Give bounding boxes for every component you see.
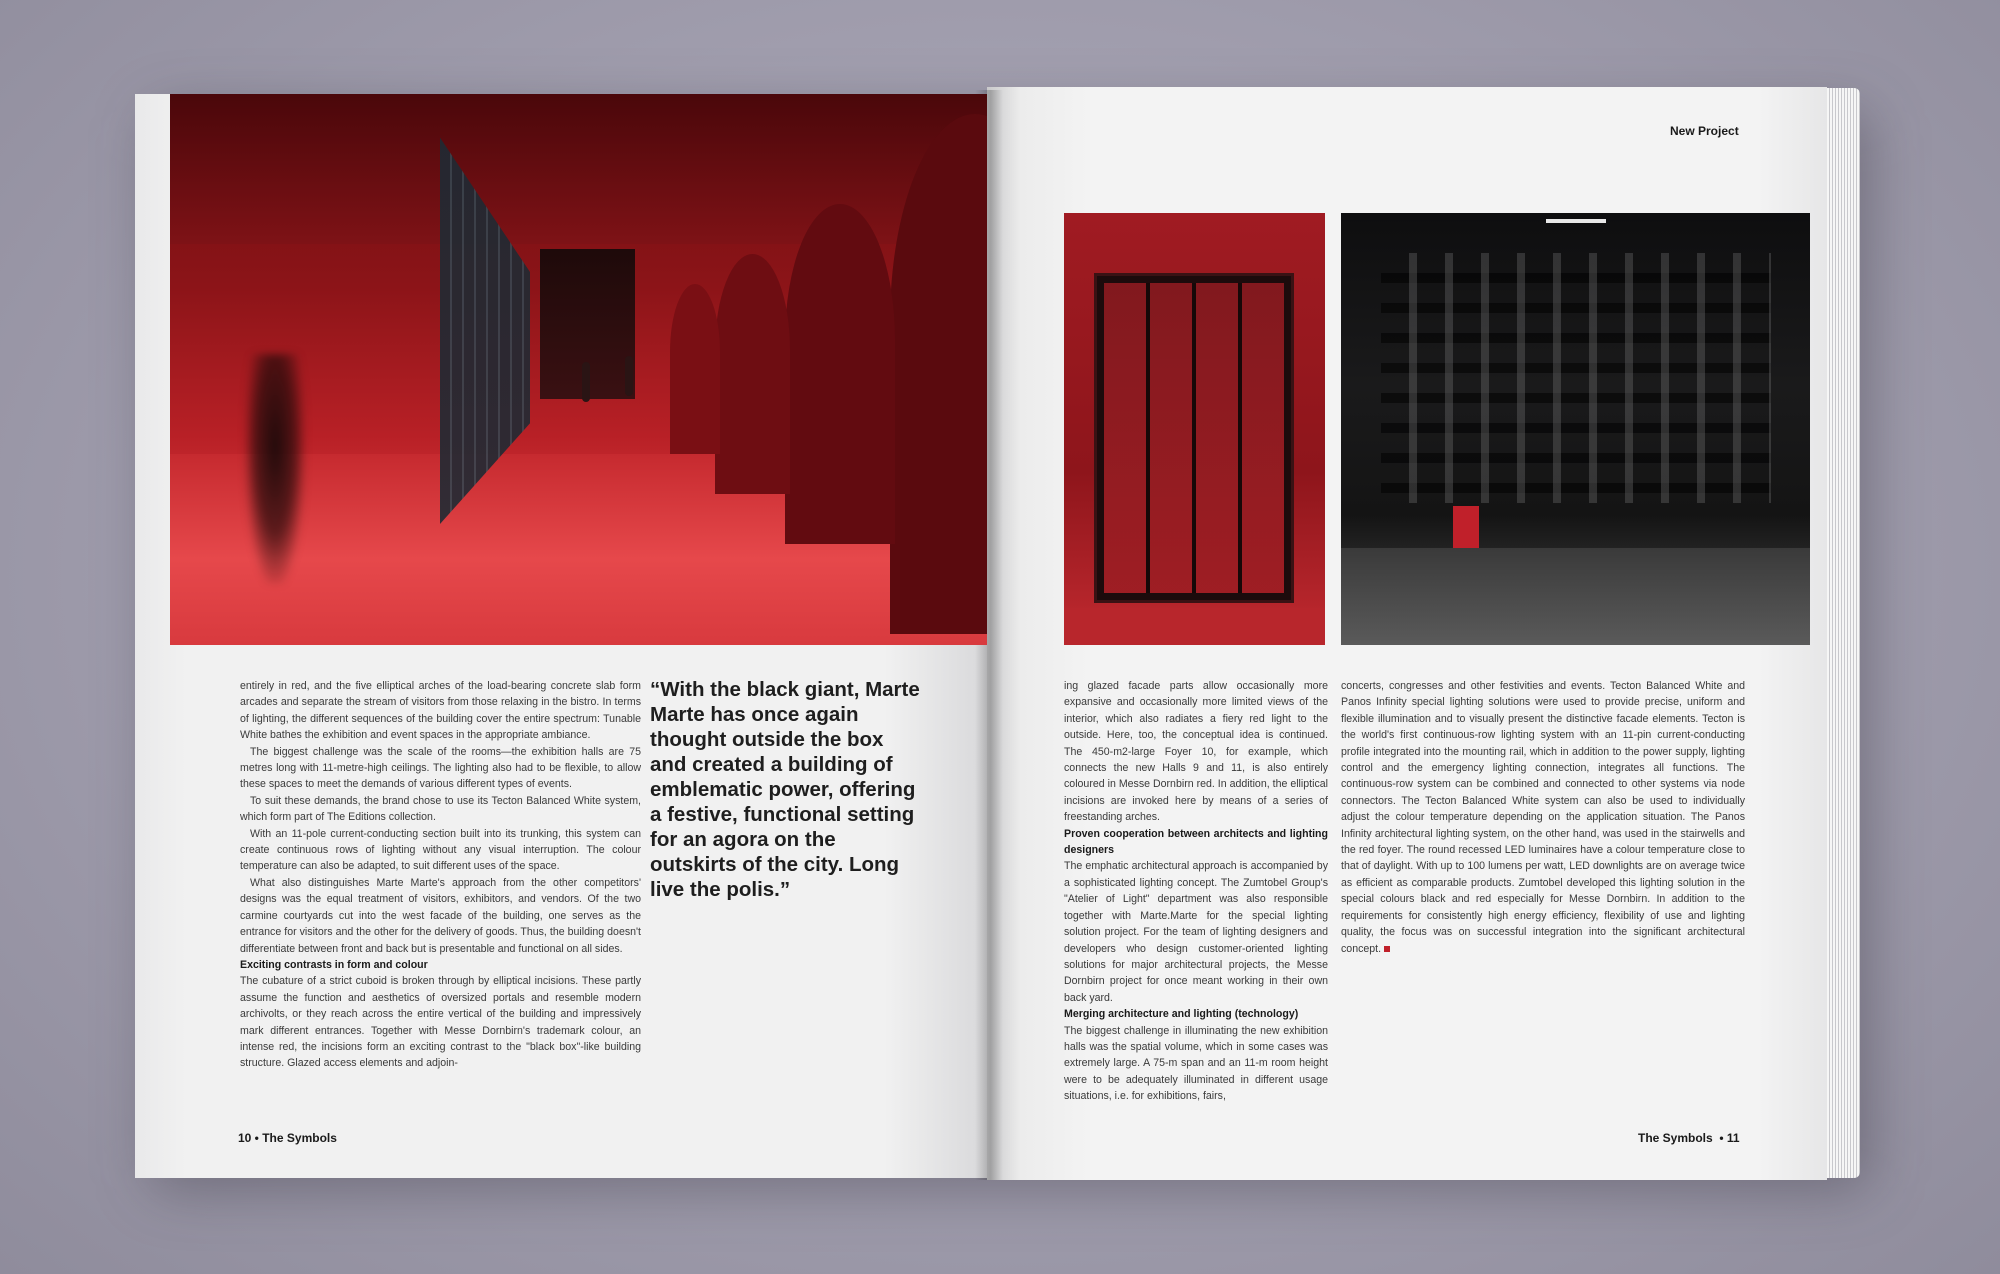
- body-paragraph: The biggest challenge was the scale of the rooms—the exhibition halls are 75 metres long with 11-metre-high ceilings. The lighting also had to be flexible, to allow these spaces to meet the demands of various different types of events.: [240, 745, 641, 791]
- right-body-column-2: [1341, 678, 1745, 957]
- photo-ceiling-light: [1546, 219, 1606, 223]
- body-paragraph: What also distinguishes Marte Marte's approach from the other competitors' designs was the equal treatment of visitors, exhibitors, and vendors. Of the two carmine courtyards cut into the west facade of the building, one serves as the entrance for visitors and the other for the delivery of goods. Thus, the building doesn't differentiate between front and back but is presentable and functional on all sides.: [240, 876, 641, 955]
- end-mark-icon: [1384, 946, 1390, 952]
- photo-red-door: [1453, 506, 1479, 548]
- right-body-column-1: [1064, 678, 1328, 1105]
- dark-hall-photo: [1341, 213, 1810, 645]
- photo-arch: [785, 204, 895, 544]
- pull-quote: “With the black giant, Marte Marte has once again thought outside the box and created a building of emblematic power, offering a festive, functional setting for an agora on the outskirts of the city. Long live the polis.”: [650, 678, 920, 901]
- body-paragraph: concerts, congresses and other festivities and events. Tecton Balanced White and Panos Infinity special lighting solutions were used to provide precise, uniform and flexible illumination and to visually present the distinctive facade elements. Tecton is the world's first continuous-row lighting system with an 11-pin current-conducting profile integrated into the mounting rail, which in addition to the power supply, lighting control and the emergency lighting connection, integrates all functions. The continuous-row system can be combined and connected to other systems via node connectors. The Tecton Balanced White system can also be used to individually adjust the colour temperature depending on the application situation. The Panos Infinity architectural lighting system, on the other hand, was used in the stairwells and the red foyer. The round recessed LED luminaires have a colour temperature close to that of daylight. With up to 100 lumens per watt, LED downlights are on average twice as efficient as comparable products. Zumtobel developed this lighting solution in the special colours black and red especially for Messe Dornbirn. In addition to the requirements for consistently high energy efficiency, flexibility of use and lighting quality, the focus was on successful integration into the significant architectural concept.: [1341, 680, 1745, 955]
- photo-floor: [1064, 608, 1325, 645]
- subheading: Exciting contrasts in form and colour: [240, 958, 428, 971]
- photo-arch: [670, 284, 720, 454]
- subheading: Merging architecture and lighting (technology): [1064, 1008, 1299, 1021]
- body-paragraph: To suit these demands, the brand chose to use its Tecton Balanced White system, which form part of The Editions collection.: [240, 794, 641, 824]
- subheading: Proven cooperation between architects and lighting designers: [1064, 827, 1328, 857]
- red-foyer-photo: [1064, 213, 1325, 645]
- photo-distant-person: [625, 356, 633, 396]
- left-body-column: [240, 678, 641, 1072]
- photo-arch: [715, 254, 790, 494]
- foyer-photo: [170, 94, 987, 645]
- photo-blurred-person: [245, 354, 305, 584]
- page-number-left: 10 • The Symbols: [238, 1131, 337, 1145]
- photo-glass-doors: [1104, 283, 1284, 593]
- body-paragraph: entirely in red, and the five elliptical arches of the load-bearing concrete slab form arcades and separate the stream of visitors from those relaxing in the bistro. In terms of lighting, the different sequences of the building cover the entire spectrum: Tunable White bathes the exhibition and event spaces in the appropriate ambiance.: [240, 680, 641, 742]
- body-paragraph: ing glazed facade parts allow occasionally more expansive and occasionally more limited views of the interior, which also radiates a fiery red light to the outside. Here, too, the conceptual idea is continued. The 450-m2-large Foyer 10, for example, which connects the new Halls 9 and 11, is also entirely coloured in Messe Dornbirn red. In addition, the elliptical incisions are invoked here by means of a series of freestanding arches.: [1064, 680, 1328, 824]
- body-paragraph: The biggest challenge in illuminating the new exhibition halls was the spatial volume, which in some cases was extremely large. A 75-m span and an 11-m room height were to be adequately illuminated in different usage situations, i.e. for exhibitions, fairs,: [1064, 1024, 1328, 1103]
- section-label: New Project: [1670, 124, 1739, 138]
- photo-floor: [1341, 548, 1810, 645]
- body-paragraph: The cubature of a strict cuboid is broken through by elliptical incisions. These partly assume the function and aesthetics of oversized portals and resemble modern archivolts, or they reach across the entire vertical of the building and impressively mark different entrances. Together with Messe Dornbirn's trademark colour, an intense red, the incisions form an exciting contrast to the "black box"-like building structure. Glazed access elements and adjoin-: [240, 975, 641, 1070]
- body-paragraph: The emphatic architectural approach is accompanied by a sophisticated lighting concept. The Zumtobel Group's "Atelier of Light" department was also responsible together with Marte.Marte for the special lighting solution project. For the team of lighting designers and developers who design customer-oriented lighting solutions for major architectural projects, the Messe Dornbirn project for once meant working in their own back yard.: [1064, 860, 1328, 1004]
- photo-distant-person: [582, 362, 590, 402]
- page-number-right: The Symbols • 11: [1638, 1131, 1740, 1145]
- body-paragraph: With an 11-pole current-conducting section built into its trunking, this system can create continuous rows of lighting without any visual interruption. The colour temperature can also be adapted, to suit different uses of the space.: [240, 827, 641, 873]
- photo-ceiling-lights: [1381, 253, 1771, 503]
